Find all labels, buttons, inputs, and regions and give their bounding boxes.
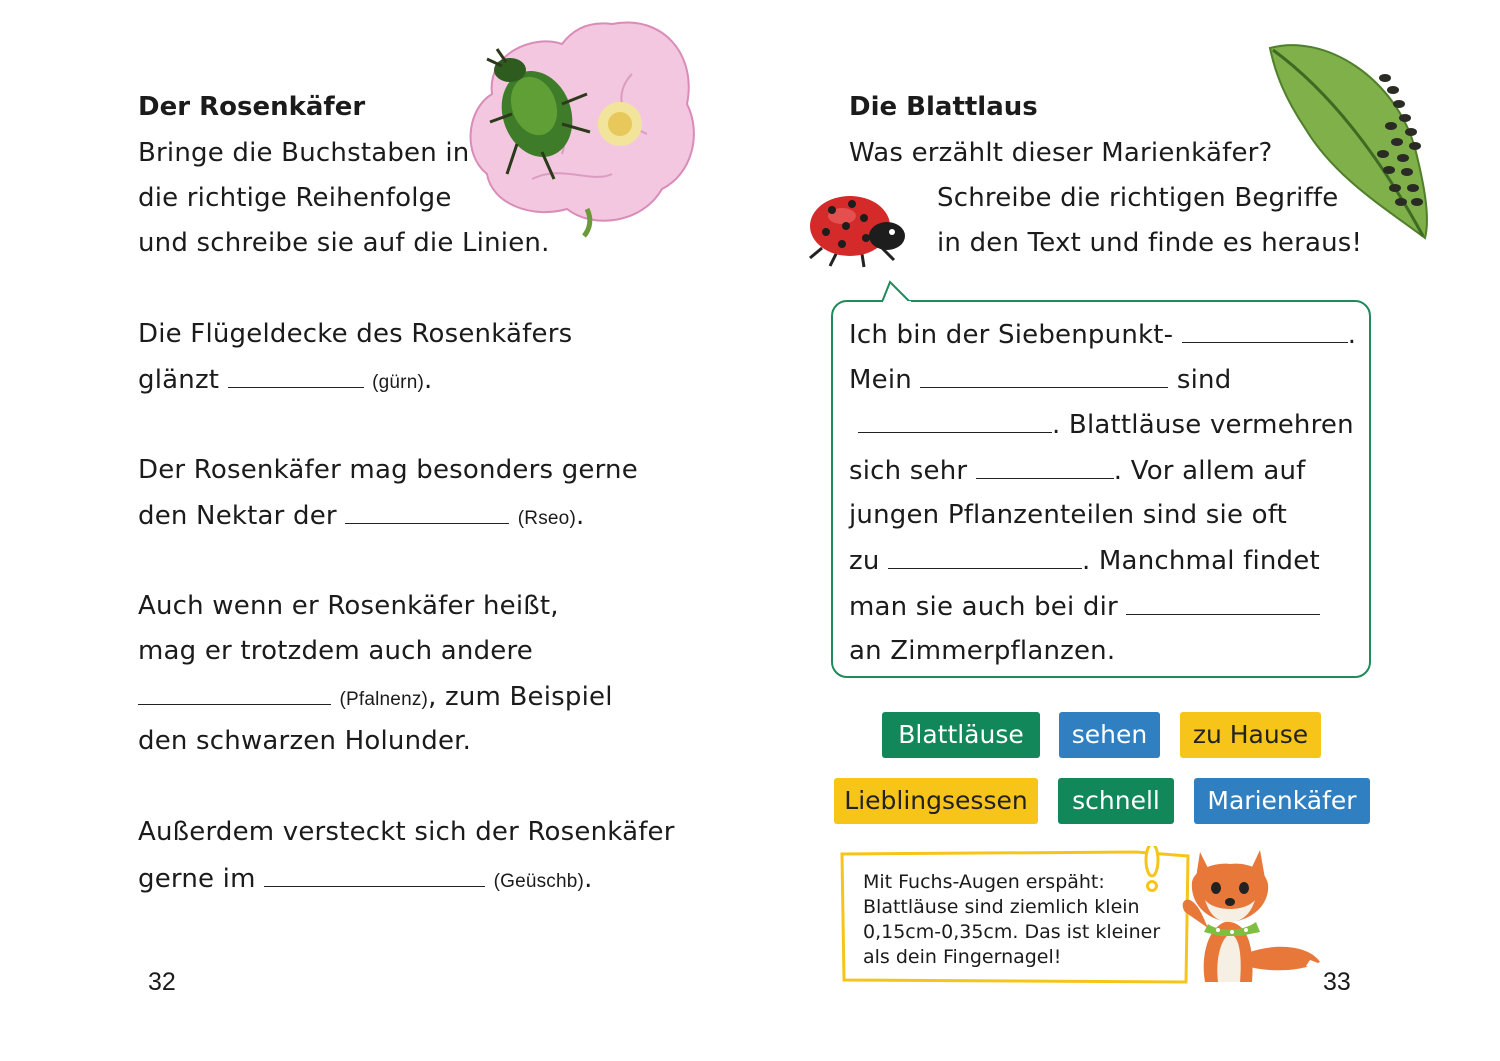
q2-suffix: . xyxy=(575,501,585,531)
fox-icon xyxy=(1183,850,1322,982)
intro-line-1: Bringe die Buchstaben in xyxy=(138,138,470,168)
q3-suffix: , zum Beispiel xyxy=(428,682,613,712)
intro-line-2: die richtige Reihenfolge xyxy=(138,183,452,213)
bubble-line-6 xyxy=(849,538,1320,584)
word-chip-zu-hause[interactable]: zu Hause xyxy=(1180,712,1321,758)
bubble-l2-prefix: Mein xyxy=(849,365,912,395)
bubble-blank-2[interactable] xyxy=(920,357,1168,388)
ladybug-icon xyxy=(810,196,905,267)
bubble-line-4 xyxy=(849,448,1306,494)
q1-hint: (gürn) xyxy=(372,372,425,393)
word-chip-schnell[interactable]: schnell xyxy=(1058,778,1174,824)
q2-answer-line[interactable] xyxy=(345,493,509,524)
right-page-title: Die Blattlaus xyxy=(849,92,1038,122)
q4-line-1: Außerdem versteckt sich der Rosenkäfer xyxy=(138,817,675,847)
bubble-line-2 xyxy=(849,357,1231,403)
q4-answer-line[interactable] xyxy=(264,856,485,887)
bubble-line-5: jungen Pflanzenteilen sind sie oft xyxy=(849,500,1288,530)
bubble-blank-6[interactable] xyxy=(1126,584,1320,615)
tip-line-2: Blattläuse sind ziemlich klein xyxy=(863,896,1140,918)
q4-suffix: . xyxy=(584,864,593,894)
bubble-blank-4[interactable] xyxy=(976,448,1114,479)
bubble-line-1 xyxy=(849,312,1356,358)
q3-line-4: den schwarzen Holunder. xyxy=(138,726,472,756)
bubble-line-7 xyxy=(849,584,1320,630)
word-chip-sehen[interactable]: sehen xyxy=(1059,712,1160,758)
q1-line-1: Die Flügeldecke des Rosenkäfers xyxy=(138,319,573,349)
q4-hint: (Geüschb) xyxy=(493,871,585,892)
bubble-blank-5[interactable] xyxy=(888,538,1082,569)
speech-bubble-tail xyxy=(880,280,920,304)
bubble-l1-suffix: . xyxy=(1347,320,1357,350)
fox-mascot-illustration xyxy=(1170,832,1330,992)
bubble-l6-prefix: zu xyxy=(849,546,880,576)
rose-beetle-illustration xyxy=(462,14,707,244)
bubble-line-8: an Zimmerpflanzen. xyxy=(849,636,1116,666)
right-question: Was erzählt dieser Marienkäfer? xyxy=(849,138,1273,168)
q1-line-2 xyxy=(138,357,432,405)
bubble-line-3 xyxy=(858,402,1354,448)
bubble-blank-3[interactable] xyxy=(858,402,1052,433)
tip-line-3: 0,15cm-0,35cm. Das ist kleiner xyxy=(863,921,1161,943)
bubble-blank-1[interactable] xyxy=(1182,312,1348,343)
left-page-number: 32 xyxy=(148,968,176,996)
word-chip-marienkaefer[interactable]: Marienkäfer xyxy=(1194,778,1370,824)
q3-line-3 xyxy=(138,674,613,722)
q2-hint: (Rseo) xyxy=(517,508,576,529)
bubble-l4-suffix: . Vor allem auf xyxy=(1113,456,1306,486)
word-chip-lieblingsessen[interactable]: Lieblingsessen xyxy=(834,778,1038,824)
q4-line-2 xyxy=(138,856,593,904)
bubble-l6-suffix: . Manchmal findet xyxy=(1082,546,1320,576)
right-instruction-2: in den Text und finde es heraus! xyxy=(937,228,1363,258)
right-page-number: 33 xyxy=(1323,968,1351,996)
q3-line-1: Auch wenn er Rosenkäfer heißt, xyxy=(138,591,559,621)
bubble-l7-prefix: man sie auch bei dir xyxy=(849,592,1118,622)
bubble-l1-prefix: Ich bin der Siebenpunkt- xyxy=(849,320,1174,350)
q2-prefix: den Nektar der xyxy=(138,501,337,531)
ladybug-illustration xyxy=(802,188,917,268)
bubble-l3-suffix: . Blattläuse vermehren xyxy=(1052,410,1354,440)
right-instruction-1: Schreibe die richtigen Begriffe xyxy=(937,183,1339,213)
q3-answer-line[interactable] xyxy=(138,674,331,705)
q4-prefix: gerne im xyxy=(138,864,256,894)
tip-box xyxy=(842,854,1187,982)
tip-line-4: als dein Fingernagel! xyxy=(863,946,1062,968)
bubble-l4-prefix: sich sehr xyxy=(849,456,968,486)
q1-prefix: glänzt xyxy=(138,365,220,395)
q3-hint: (Pfalnenz) xyxy=(339,689,429,710)
q3-line-2: mag er trotzdem auch andere xyxy=(138,636,534,666)
intro-line-3: und schreibe sie auf die Linien. xyxy=(138,228,550,258)
q2-line-2 xyxy=(138,493,584,541)
q2-line-1: Der Rosenkäfer mag besonders gerne xyxy=(138,455,638,485)
word-chip-blattlaeuse[interactable]: Blattläuse xyxy=(882,712,1040,758)
q1-suffix: . xyxy=(424,365,433,395)
bubble-l2-suffix: sind xyxy=(1176,365,1232,395)
tip-line-1: Mit Fuchs-Augen erspäht: xyxy=(863,871,1105,893)
q1-answer-line[interactable] xyxy=(228,357,364,388)
left-page-title: Der Rosenkäfer xyxy=(138,92,366,122)
